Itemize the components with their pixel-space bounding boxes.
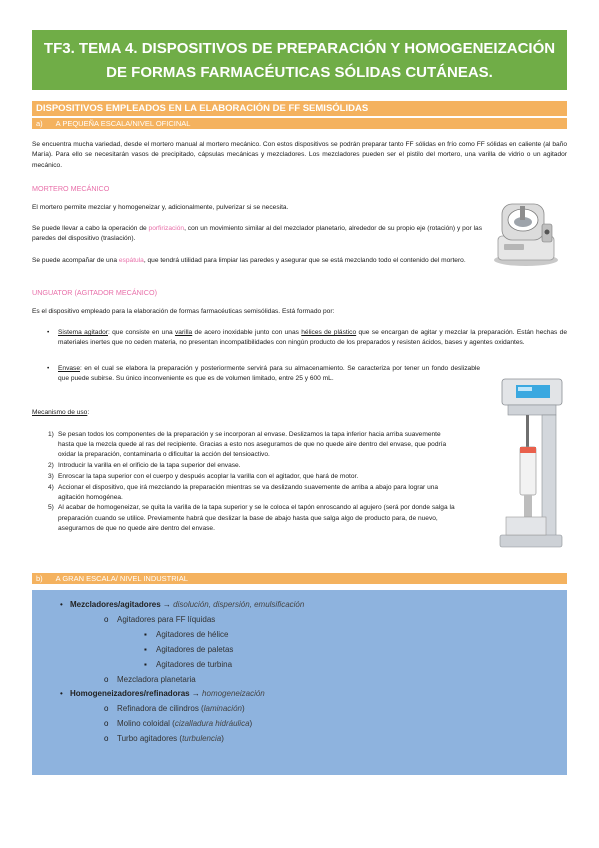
b2-text: : en el cual se elabora la preparación y posteriormente servirá para su almacenamiento. Se caracteriza por tener un fondo deslizable que puede subirse. Su único inconveniente es que es de volumen limitado, entre 25 y 600 mL. — [58, 365, 480, 383]
step-item — [48, 461, 456, 471]
list-item — [58, 328, 567, 349]
open-bullet-icon: o — [104, 615, 109, 624]
page-title — [32, 30, 567, 90]
mezcladores-item — [70, 600, 304, 609]
arrow-icon: → — [160, 600, 174, 609]
subsection-a — [32, 118, 567, 129]
step-text: Accionar el dispositivo, que irá mezclando la preparación mientras se va deslizando suavemente de arriba a abajo para lograr una agitación homogénea. — [58, 483, 439, 501]
mecanismo-steps — [48, 430, 456, 535]
helices-term: hélices de plástico — [301, 329, 357, 336]
mortero-p1: El mortero permite mezclar y homogeneizar y, adicionalmente, pulverizar si se necesita. — [32, 204, 289, 211]
homog-purpose: homogeneización — [202, 689, 265, 698]
intro-paragraph: Se encuentra mucha variedad, desde el mortero manual al mortero mecánico. Con estos dispositivos se podrán preparar tanto FF sólidas en frío como FF sólidas en caliente (al baño María). Para ello se necesitarán vasos de precipitado, cápsulas mecánicas y mezcladores. Los mezcladores pueden ser el pistilo del mortero, una varilla de vidrio o un agitador mecánico. — [32, 141, 567, 169]
espatula-term: espátula — [118, 257, 144, 264]
cilindros-em: laminación — [203, 704, 242, 713]
cilindros-label: Refinadora de cilindros ( — [117, 704, 204, 713]
mortero-p3-a: Se puede acompañar de una — [32, 257, 119, 264]
coloidal-label: Molino coloidal ( — [117, 719, 175, 728]
step-item — [48, 503, 456, 534]
step-text: Al acabar de homogeneizar, se quita la varilla de la tapa superior y se le coloca el tapón enroscando al agujero (será por donde salga la preparación cuando se utilice. Previamente habrá que deslizar la base de abajo hasta que salga algo de producto para, de nuevo, asegurarnos de que no quede aire dentro del envase. — [58, 504, 455, 532]
turbo-label: Turbo agitadores ( — [117, 734, 183, 743]
close-paren: ) — [241, 704, 245, 713]
square-bullet-icon: ▪ — [144, 630, 147, 639]
step-number: 1) — [48, 431, 54, 438]
step-item — [48, 430, 456, 461]
unguator-heading: UNGUATOR (AGITADOR MECÁNICO) — [32, 288, 157, 297]
step-text: Introducir la varilla en el orificio de la tapa superior del envase. — [58, 462, 241, 470]
helice-item: Agitadores de hélice — [156, 630, 229, 639]
mecanismo-heading — [32, 408, 89, 418]
b1-c: que se encargan de agitar y mezclar la preparación. Están hechas de materiales inertes que no ceden materia, no presentan incompatibilidades con ningún producto de los preparados y resisten ácidos, bases y agentes oxidantes. — [58, 329, 567, 347]
sistema-agitador-term: Sistema agitador — [58, 329, 108, 336]
subsection-b-label: A GRAN ESCALA/ NIVEL INDUSTRIAL — [55, 574, 188, 583]
list-item — [58, 364, 480, 385]
mecanismo-label: Mecanismo de uso — [32, 409, 88, 416]
ff-liquidas-item: Agitadores para FF líquidas — [117, 615, 216, 624]
open-bullet-icon: o — [104, 675, 109, 684]
open-bullet-icon: o — [104, 734, 109, 743]
open-bullet-icon: o — [104, 719, 109, 728]
porfirizacion-term: porfirización — [148, 225, 185, 232]
mezcladores-purpose: disolución, dispersión, emulsificación — [173, 600, 305, 609]
homog-label: Homogeneizadores/refinadoras — [70, 689, 190, 698]
homogeneizadores-item — [70, 689, 265, 698]
mortero-p2-a: Se puede llevar a cabo la operación de — [32, 225, 149, 232]
filled-bullet-icon: • — [60, 600, 63, 609]
subsection-b-num: b) — [36, 574, 43, 583]
coloidal-item — [117, 719, 252, 728]
mortero-heading: MORTERO MECÁNICO — [32, 184, 110, 193]
turbo-em: turbulencia — [182, 734, 222, 743]
step-text: Se pesan todos los componentes de la preparación y se incorporan al envase. Deslizamos la tapa inferior hacia arriba suavemente hasta que la mezcla quede al ras del recipiente. Gracias a esto nos aseguramos de que no quede aire dentro del envase, que podría oxidar la preparación, contaminarla o dificultar la acción del tensioactivo. — [58, 431, 447, 459]
turbina-item: Agitadores de turbina — [156, 660, 233, 669]
subsection-a-label: A PEQUEÑA ESCALA/NIVEL OFICINAL — [55, 119, 191, 128]
mortero-mecanico-image — [488, 196, 564, 268]
mortero-p3-b: , que tendrá utilidad para limpiar las paredes y asegurar que se está mezclando todo el contenido del mortero. — [143, 257, 466, 264]
subsection-b — [32, 573, 567, 584]
step-number: 3) — [48, 472, 54, 480]
varilla-term: varilla — [174, 329, 193, 336]
square-bullet-icon: ▪ — [144, 660, 147, 669]
cilindros-item — [117, 704, 245, 713]
envase-term: Envase — [58, 365, 80, 372]
open-bullet-icon: o — [104, 704, 109, 713]
unguator-components-list — [58, 328, 567, 350]
b1-a: : que consiste en una — [107, 329, 175, 336]
mecanismo-colon: : — [87, 409, 90, 416]
unguator-intro: Es el dispositivo empleado para la elaboración de formas farmacéuticas semisólidas. Está formado por: — [32, 308, 335, 315]
square-bullet-icon: ▪ — [144, 645, 147, 654]
industrial-devices-box — [32, 590, 567, 775]
section-heading: DISPOSITIVOS EMPLEADOS EN LA ELABORACIÓN DE FF SEMISÓLIDAS — [32, 101, 567, 116]
title-line-2: DE FORMAS FARMACÉUTICAS SÓLIDAS CUTÁNEAS. — [106, 64, 493, 81]
unguator-envase-list — [58, 364, 480, 386]
step-number: 4) — [48, 483, 54, 491]
step-item — [48, 483, 456, 503]
subsection-a-num: a) — [36, 119, 43, 128]
step-item — [48, 472, 456, 482]
paletas-item: Agitadores de paletas — [156, 645, 234, 654]
filled-bullet-icon: • — [60, 689, 63, 698]
b1-b: de acero inoxidable junto con unas — [192, 329, 302, 336]
mezcladores-label: Mezcladores/agitadores — [70, 600, 161, 609]
step-text: Enroscar la tapa superior con el cuerpo y después acoplar la varilla con el agitador, que hará de motor. — [58, 472, 359, 480]
coloidal-em: cizalladura hidráulica — [174, 719, 250, 728]
mortero-p2 — [32, 224, 482, 245]
planetaria-item: Mezcladora planetaria — [117, 675, 196, 684]
unguator-image — [488, 375, 568, 553]
close-paren: ) — [221, 734, 224, 743]
title-line-1: TF3. TEMA 4. DISPOSITIVOS DE PREPARACIÓN Y HOMOGENEIZACIÓN — [43, 40, 556, 57]
arrow-icon: → — [189, 689, 203, 698]
mortero-p2-b: , con un movimiento similar al del mezclador planetario, alrededor de su propio eje (rotación) y por las paredes del dispositivo (traslación). — [32, 225, 482, 243]
step-number: 5) — [48, 504, 54, 512]
close-paren: ) — [249, 719, 253, 728]
step-number: 2) — [48, 462, 54, 470]
mortero-p3 — [32, 256, 484, 266]
turbo-item — [117, 734, 224, 743]
